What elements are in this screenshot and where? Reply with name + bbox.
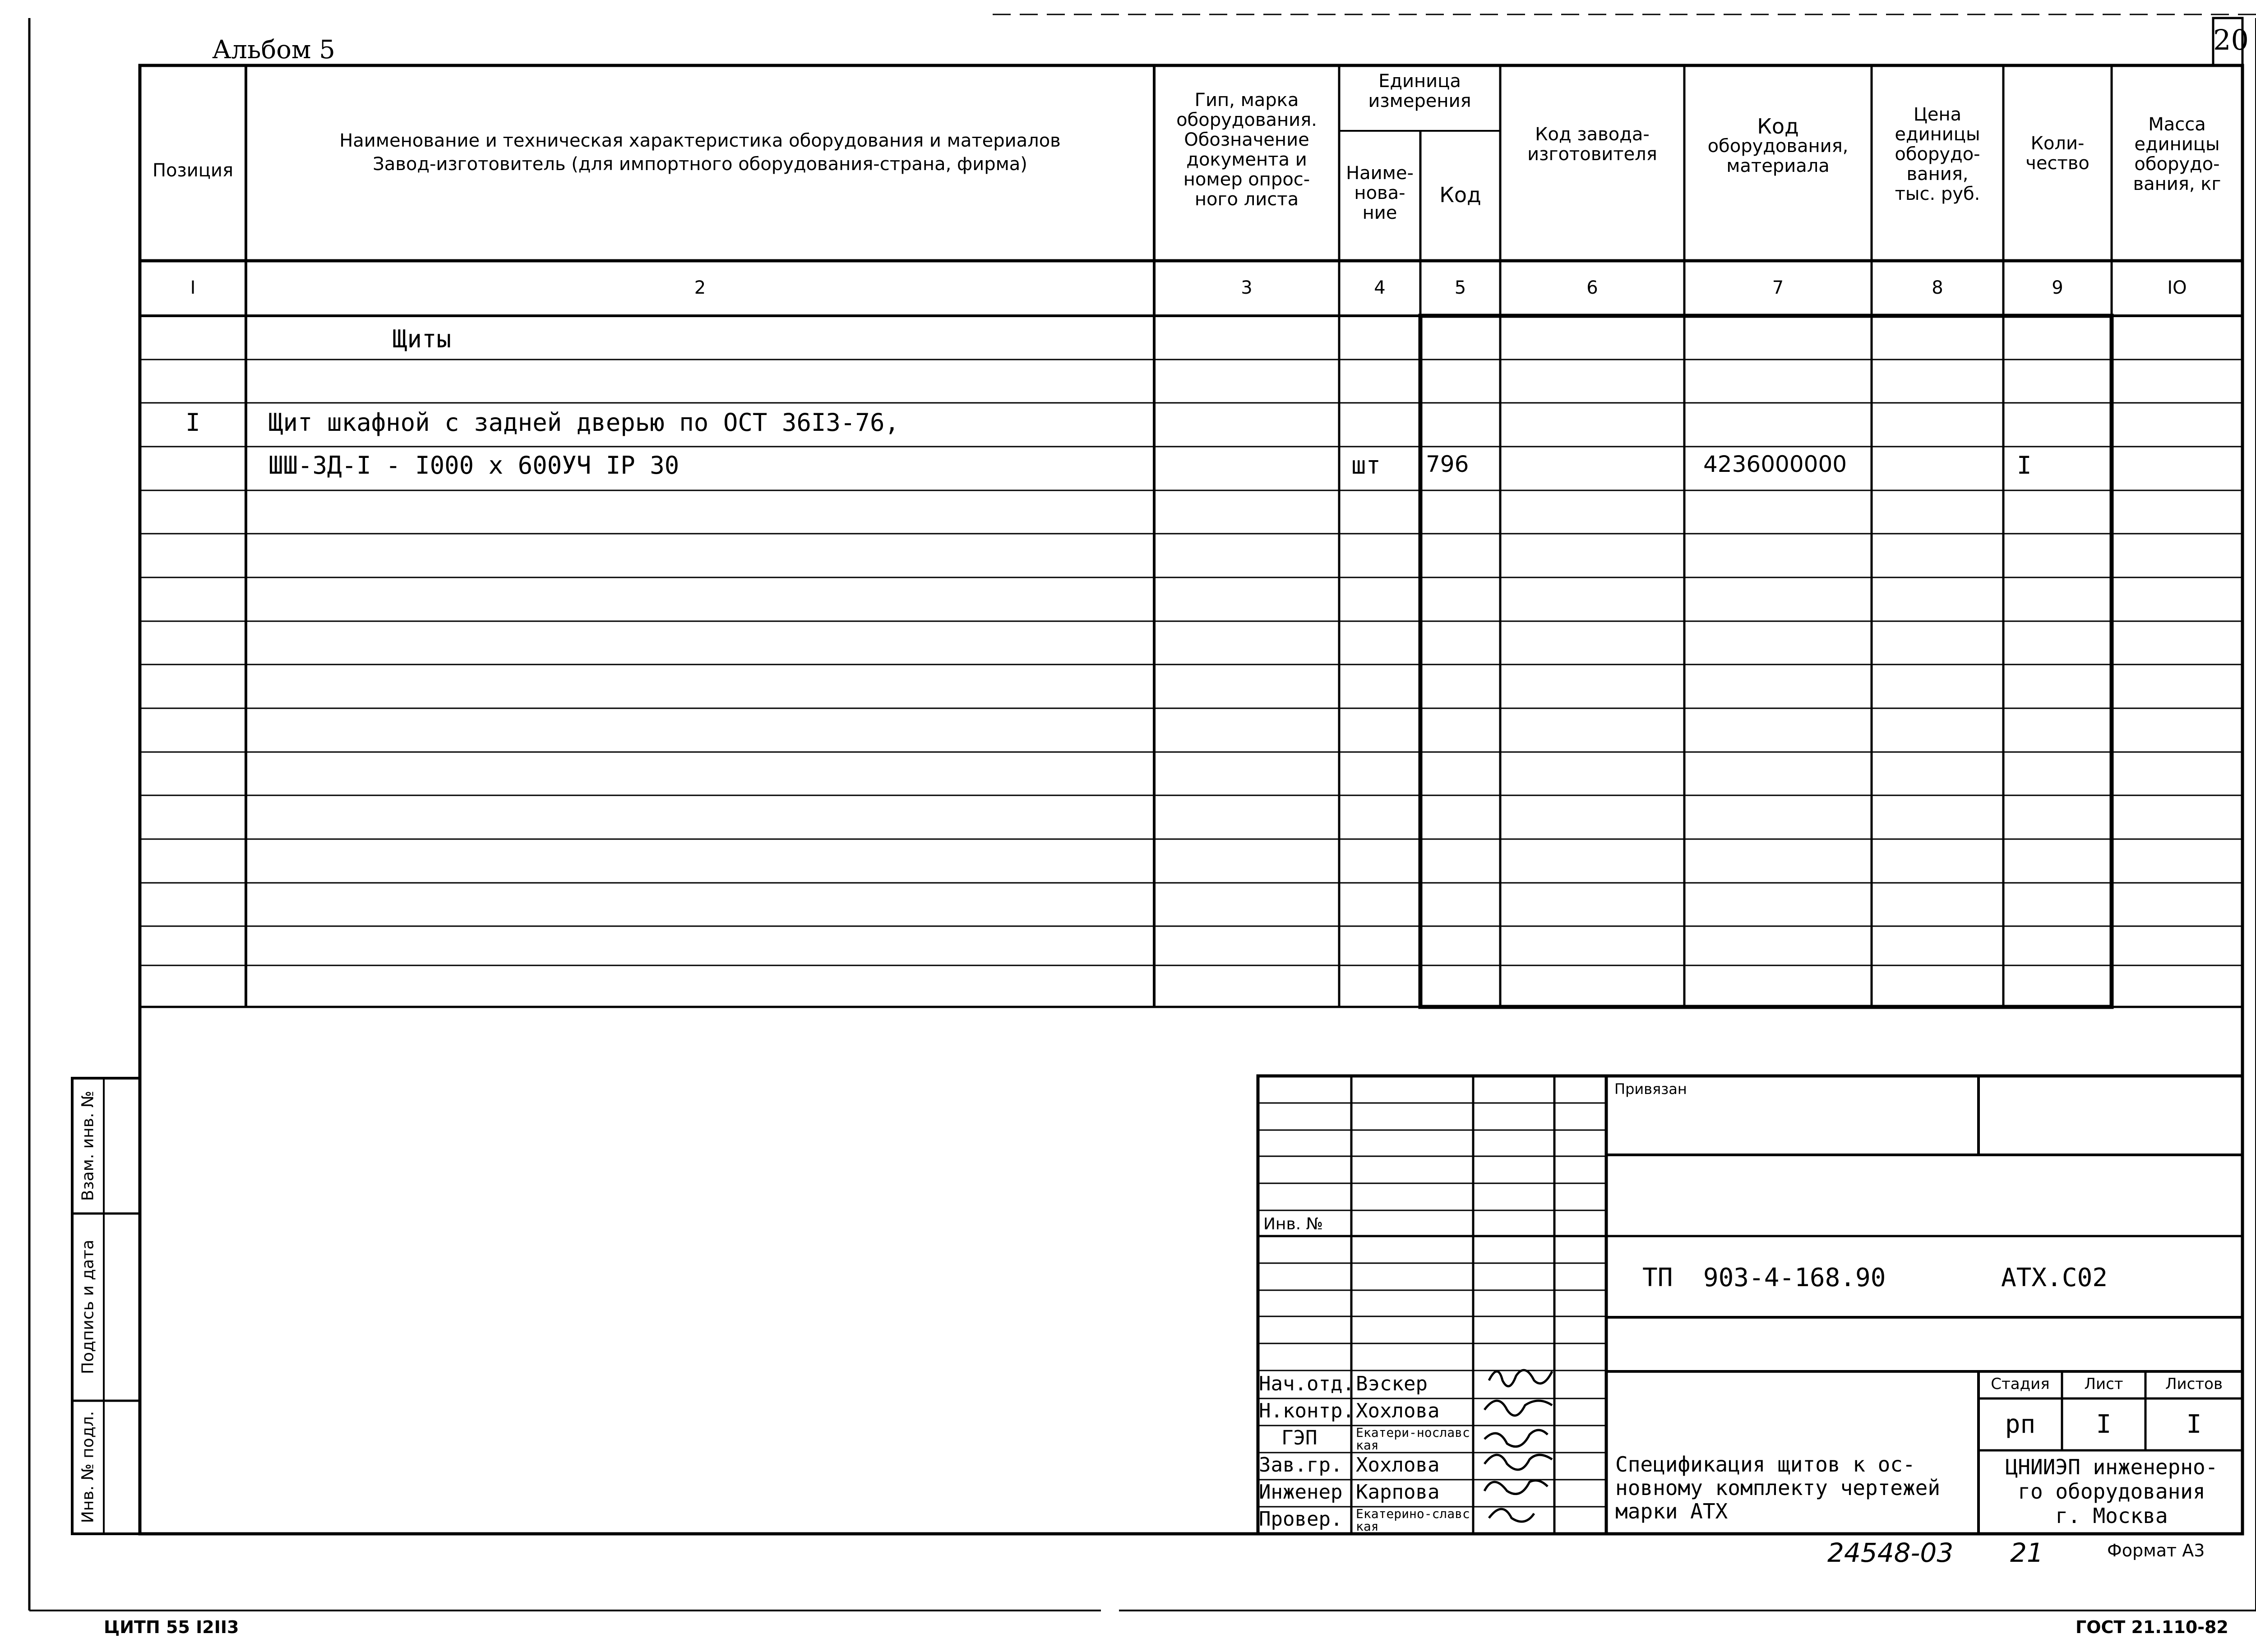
page-number: 20: [2213, 23, 2249, 56]
column-number: I: [190, 277, 196, 298]
header-mass: Масса единицы оборудо- вания, кг: [2133, 114, 2221, 194]
role-gep: ГЭП: [1281, 1426, 1318, 1449]
name-n-kontr: Хохлова: [1356, 1399, 1440, 1422]
section-title: Щиты: [393, 325, 452, 353]
column-number: IO: [2167, 277, 2187, 298]
stamp-signature-date: Подпись и дата: [79, 1239, 97, 1375]
item-name-line2: ШШ-ЗД-I - I000 х 600УЧ IP 30: [268, 451, 680, 480]
column-number: 4: [1374, 277, 1386, 298]
sheet-value: I: [2096, 1410, 2112, 1439]
header-position: Позиция: [152, 160, 234, 181]
column-number: 2: [694, 277, 706, 298]
name-nach-otd: Вэскер: [1356, 1372, 1428, 1395]
right-code: ГОСТ 21.110-82: [2076, 1617, 2228, 1637]
stamp-inv-podl: Инв. № подл.: [79, 1411, 97, 1523]
role-prover: Провер.: [1259, 1508, 1343, 1531]
column-number: 5: [1454, 277, 1466, 298]
item-position: I: [185, 408, 200, 437]
header-name: Наименование и техническая характеристика оборудования и материалов Завод-изготовитель (для импортного оборудования-страна, фирма): [339, 130, 1061, 175]
sheet-label: Лист: [2084, 1375, 2123, 1393]
item-equipment-code: 4236000000: [1703, 451, 1847, 477]
name-prover: Екатерино-славская: [1356, 1506, 1470, 1534]
stage-label: Стадия: [1991, 1375, 2050, 1393]
signatures: [1484, 1370, 1552, 1522]
column-number: 7: [1772, 277, 1784, 298]
header-maker-code: Код завода- изготовителя: [1527, 124, 1657, 165]
sheets-value: I: [2186, 1410, 2202, 1439]
stamp-vzam-inv: Взам. инв. №: [79, 1090, 97, 1201]
item-unit-code: 796: [1426, 451, 1469, 477]
doc-code: ТП 903-4-168.90: [1642, 1263, 1886, 1292]
album-label: Альбом 5: [212, 35, 335, 65]
stage-value: рп: [2005, 1410, 2036, 1439]
role-inzhener: Инженер: [1259, 1481, 1343, 1504]
header-type: Гип, марка оборудования. Обозначение документа и номер опрос- ного листа: [1176, 90, 1317, 210]
name-zav-gr: Хохлова: [1356, 1454, 1440, 1477]
organization: ЦНИИЭП инженерно- го оборудования г. Москва: [2005, 1455, 2218, 1528]
column-number: 9: [2052, 277, 2063, 298]
name-inzhener: Карпова: [1356, 1481, 1440, 1504]
item-quantity: I: [2017, 451, 2032, 480]
role-nach-otd: Нач.отд.: [1259, 1372, 1355, 1395]
description: Спецификация щитов к ос- новному комплекту чертежей марки АТХ: [1615, 1452, 1941, 1523]
header-unit-code: Код: [1439, 183, 1481, 207]
header-unit-group: Единица измерения: [1368, 71, 1471, 111]
archive-number: 24548-03: [1827, 1537, 1954, 1568]
sheets-label: Листов: [2165, 1375, 2223, 1393]
column-number: 8: [1932, 277, 1943, 298]
item-unit: шт: [1351, 451, 1381, 480]
privyazan-label: Привязан: [1614, 1080, 1687, 1098]
sheet-handwritten: 21: [2010, 1537, 2043, 1568]
role-n-kontr: Н.контр.: [1259, 1399, 1355, 1422]
column-number: 3: [1241, 277, 1253, 298]
header-unit-name: Наиме- нова- ние: [1346, 163, 1414, 223]
name-gep: Екатери-нославская: [1356, 1425, 1470, 1453]
header-equipment-code: Код оборудования, материала: [1707, 114, 1849, 176]
header-price: Цена единицы оборудо- вания, тыс. руб.: [1895, 104, 1980, 204]
doc-mark: АТХ.С02: [2001, 1263, 2108, 1292]
header-quantity: Коли- чество: [2025, 133, 2090, 174]
role-zav-gr: Зав.гр.: [1259, 1454, 1343, 1477]
column-number: 6: [1586, 277, 1598, 298]
item-name-line1: Щит шкафной с задней дверью по ОСТ 36I3-76,: [268, 408, 899, 437]
format-label: Формат А3: [2107, 1541, 2205, 1560]
inv-no-label: Инв. №: [1263, 1215, 1323, 1233]
left-code: ЦИТП 55 I2II3: [104, 1617, 239, 1637]
